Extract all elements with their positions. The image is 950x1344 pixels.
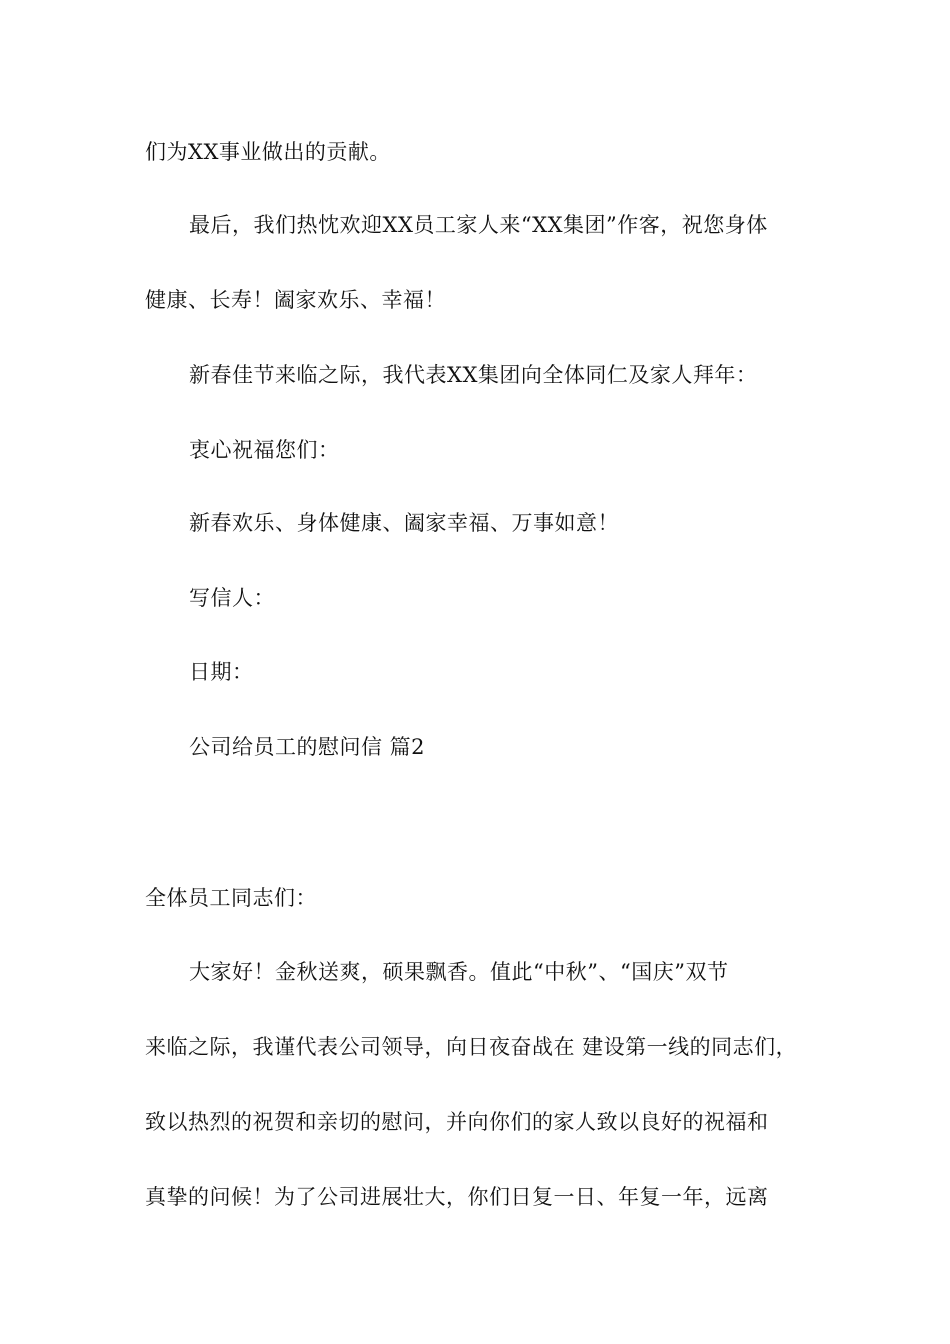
paragraph-line: 最后，我们热忱欢迎XX员工家人来“XX集团”作客，祝您身体 — [189, 213, 768, 237]
paragraph-line: 健康、长寿！阖家欢乐、幸福！ — [145, 288, 446, 312]
paragraph-line: 衷心祝福您们： — [189, 438, 340, 462]
paragraph-line: 真挚的问候！为了公司进展壮大，你们日复一日、年复一年，远离 — [145, 1185, 769, 1209]
paragraph-line: 大家好！金秋送爽，硕果飘香。值此“中秋”、“国庆”双节 — [189, 960, 729, 984]
salutation: 全体员工同志们： — [145, 886, 317, 910]
signature-label: 写信人： — [189, 586, 275, 610]
paragraph-line: 致以热烈的祝贺和亲切的慰问，并向你们的家人致以良好的祝福和 — [145, 1110, 769, 1134]
date-label: 日期： — [189, 660, 254, 684]
paragraph-line: 来临之际，我谨代表公司领导，向日夜奋战在 建设第一线的同志们， — [145, 1035, 798, 1059]
paragraph-line: 新春佳节来临之际，我代表XX集团向全体同仁及家人拜年： — [189, 363, 758, 387]
section-heading: 公司给员工的慰问信 篇2 — [189, 735, 426, 759]
paragraph-line: 新春欢乐、身体健康、阖家幸福、万事如意！ — [189, 511, 619, 535]
paragraph-line: 们为XX事业做出的贡献。 — [145, 140, 391, 164]
